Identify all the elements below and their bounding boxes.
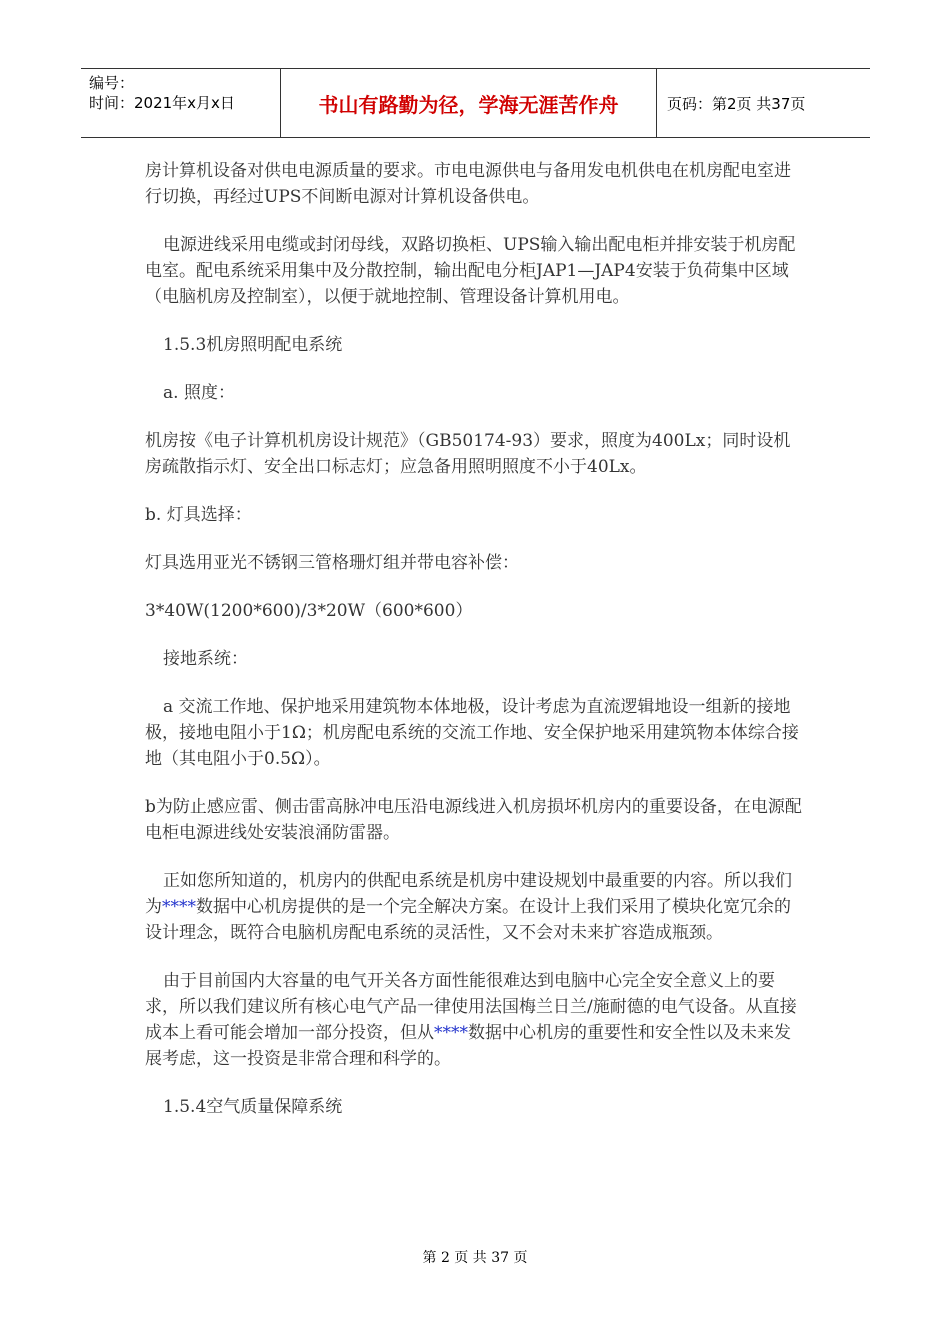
subheading-b: b. 灯具选择： bbox=[145, 505, 252, 525]
paragraph: b为防止感应雷、侧击雷高脉冲电压沿电源线进入机房损坏机房内的重要设备，在电源配电柜电源进线处安装浪涌防雷器。 bbox=[145, 797, 802, 843]
paragraph bbox=[145, 968, 805, 1072]
header-page-info: 页码：第2页 共37页 bbox=[667, 94, 806, 113]
paragraph-text: 数据中心机房的重要性和安全性以及未来发展考虑，这一投资是非常合理和科学的。 bbox=[145, 1023, 791, 1069]
header-motto: 书山有路勤为径，学海无涯苦作舟 bbox=[281, 69, 657, 137]
section-heading: 1.5.4空气质量保障系统 bbox=[163, 1097, 343, 1117]
paragraph: 机房按《电子计算机机房设计规范》（GB50174-93）要求，照度为400Lx；同时设机房疏散指示灯、安全出口标志灯；应急备用照明照度不小于40Lx。 bbox=[145, 431, 791, 477]
subheading-grounding: 接地系统： bbox=[163, 649, 248, 669]
paragraph-text: 由于目前国内大容量的电气开关各方面性能很难达到电脑中心完全安全意义上的要求，所以我们建议所有核心电气产品一律使用法国梅兰日兰/施耐德的电气设备。从直接成本上看可能会增加一部分投资，但从 bbox=[145, 971, 797, 1043]
document-header bbox=[81, 68, 870, 138]
paragraph: a 交流工作地、保护地采用建筑物本体地极，设计考虑为直流逻辑地设一组新的接地极，接地电阻小于1Ω；机房配电系统的交流工作地、安全保护地采用建筑物本体综合接地（其电阻小于0.5Ω）。 bbox=[145, 697, 799, 769]
spec-line: 3*40W(1200*600)/3*20W（600*600） bbox=[145, 601, 473, 621]
page-footer: 第 2 页 共 37 页 bbox=[422, 1250, 528, 1266]
masked-name: **** bbox=[434, 1023, 468, 1043]
header-meta bbox=[81, 69, 281, 137]
section-heading: 1.5.3机房照明配电系统 bbox=[163, 335, 343, 355]
subheading-a: a. 照度： bbox=[163, 383, 235, 403]
document-body bbox=[145, 158, 805, 1120]
paragraph: 房计算机设备对供电电源质量的要求。市电电源供电与备用发电机供电在机房配电室进行切换，再经过UPS不间断电源对计算机设备供电。 bbox=[145, 161, 791, 207]
paragraph-text: 数据中心机房提供的是一个完全解决方案。在设计上我们采用了模块化宽冗余的设计理念，既符合电脑机房配电系统的灵活性，又不会对未来扩容造成瓶颈。 bbox=[145, 897, 791, 943]
paragraph bbox=[145, 868, 805, 946]
number-label: 编号： bbox=[89, 74, 135, 92]
paragraph: 灯具选用亚光不锈钢三管格珊灯组并带电容补偿： bbox=[145, 553, 519, 573]
paragraph: 电源进线采用电缆或封闭母线，双路切换柜、UPS输入输出配电柜并排安装于机房配电室。配电系统采用集中及分散控制，输出配电分柜JAP1—JAP4安装于负荷集中区域（电脑机房及控制室），以便于就地控制、管理设备计算机用电。 bbox=[145, 235, 796, 307]
time-label: 时间：2021年x月x日 bbox=[89, 94, 235, 112]
masked-name: **** bbox=[162, 897, 196, 917]
paragraph-text: 正如您所知道的，机房内的供配电系统是机房中建设规划中最重要的内容。所以我们为 bbox=[145, 871, 792, 917]
